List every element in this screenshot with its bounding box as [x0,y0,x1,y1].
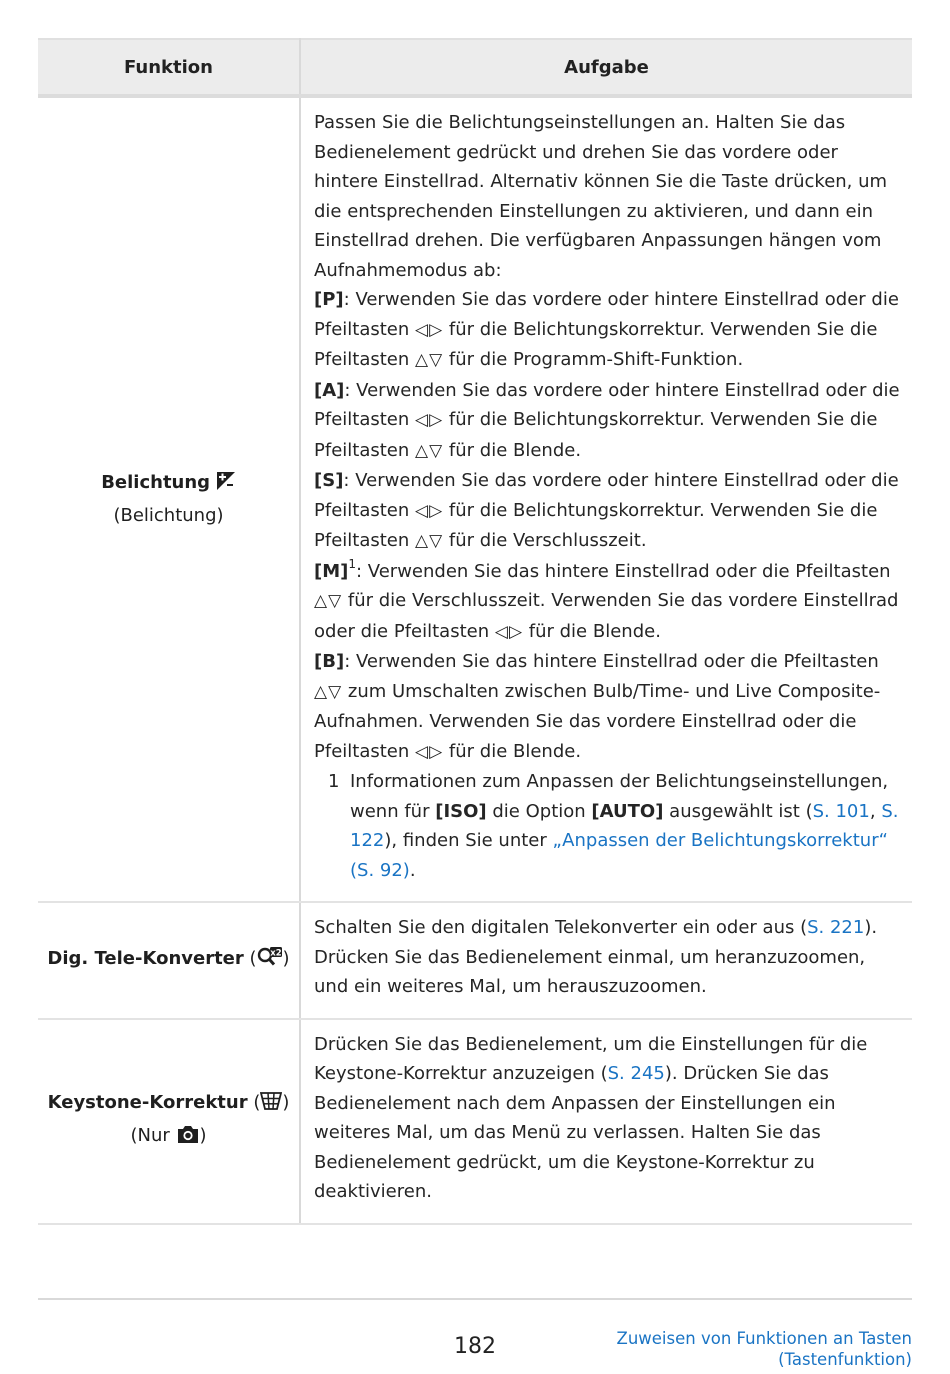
exposure-compensation-icon [216,471,236,501]
page-link-101[interactable]: S. 101 [812,800,870,822]
intro-text: Passen Sie die Belichtungseinstellungen an. Halten Sie das Bedienelement gedrückt und drehen Sie das vordere oder hintere Einstellrad. Alternativ können Sie die Taste drücken, um die entsprechenden Einstellungen zu aktivieren, und dann ein Einstellrad drehen. Die verfügbaren Anpassungen hängen vom Aufnahmemodus ab: [314,112,888,281]
left-right-arrows-icon: ◁▷ [494,621,524,642]
up-down-arrows-icon: △▽ [415,350,444,370]
task-cell-keystone: Drücken Sie das Bedienelement, um die Einstellungen für die Keystone-Korrektur anzuzeigen (S. 245). Drücken Sie das Bedienelement nach dem Anpassen der Einstellungen ein weiteres Mal, um das Menü zu verlassen. Halten Sie das Bedienelement gedrückt, um die Keystone-Korrektur zu deaktivieren. [300,1019,912,1224]
function-name: Belichtung [101,472,211,493]
function-table [38,38,912,1225]
mode-m: $[M]^1$: Verwenden Sie das hintere Einstellrad oder die Pfeiltasten △▽ für die Verschlusszeit. Verwenden Sie das vordere Einstellrad oder die Pfeiltasten ◁▷ für die Blende. [314,556,899,642]
page-link-245[interactable]: S. 245 [607,1063,665,1084]
header-funktion: Funktion [38,39,300,96]
left-right-arrows-icon: ◁▷ [415,500,444,521]
digital-tele-converter-icon [257,947,283,977]
table-row-keystone [38,1019,912,1224]
mode-p: [P]: Verwenden Sie das vordere oder hintere Einstellrad oder die Pfeiltasten ◁▷ für die Belichtungskorrektur. Verwenden Sie die Pfeiltasten △▽ für die Programm-Shift-Funktion. [314,289,899,370]
table-row-belichtung [38,96,912,902]
function-name: Dig. Tele-Konverter [47,947,244,969]
function-cell-tele-konverter: Dig. Tele-Konverter ( x2 ) [38,902,300,1019]
camera-icon [176,1124,200,1154]
table-row-tele-konverter [38,902,912,1019]
section-link[interactable] [617,1328,912,1370]
section-link-line2[interactable]: (Tastenfunktion) [778,1350,912,1369]
function-cell-keystone: Keystone-Korrektur ( ) (Nur ) [38,1019,300,1224]
up-down-arrows-icon: △▽ [314,681,343,702]
up-down-arrows-icon: △▽ [314,591,343,611]
mode-s: [S]: Verwenden Sie das vordere oder hintere Einstellrad oder die Pfeiltasten ◁▷ für die Belichtungskorrektur. Verwenden Sie die Pfeiltasten △▽ für die Verschlusszeit. [314,470,899,551]
page-number: 182 [454,1334,496,1359]
task-cell-tele-konverter: Schalten Sie den digitalen Telekonverter ein oder aus (S. 221). Drücken Sie das Bedienelement einmal, um heranzuzoomen, und ein weiteres Mal, um herauszuzoomen. [300,902,912,1019]
section-link-line1[interactable]: Zuweisen von Funktionen an Tasten [616,1329,912,1348]
up-down-arrows-icon: △▽ [415,440,444,461]
function-cell-belichtung [38,96,300,902]
mode-a: [A]: Verwenden Sie das vordere oder hintere Einstellrad oder die Pfeiltasten ◁▷ für die Belichtungskorrektur. Verwenden Sie die Pfeiltasten △▽ für die Blende. [314,379,900,461]
up-down-arrows-icon: △▽ [415,531,444,551]
svg-text:x2: x2 [269,948,282,959]
table-header-row [38,39,912,96]
function-name: Keystone-Korrektur [47,1092,248,1113]
header-aufgabe: Aufgabe [300,39,912,96]
mode-b: [B]: Verwenden Sie das hintere Einstellrad oder die Pfeiltasten △▽ zum Umschalten zwischen Bulb/Time- und Live Composite-Aufnahmen. Verwenden Sie das vordere Einstellrad oder die Pfeiltasten ◁▷ für die Blende. [314,651,881,762]
footnote-number: 1 [328,771,340,792]
keystone-correction-icon [260,1091,282,1121]
left-right-arrows-icon: ◁▷ [415,410,444,430]
footer-divider [38,1298,912,1300]
left-right-arrows-icon: ◁▷ [415,319,444,340]
left-right-arrows-icon: ◁▷ [415,741,444,762]
function-name-suffix: (Belichtung) [113,505,224,526]
page-link-221[interactable]: S. 221 [807,917,865,938]
page-link-122[interactable]: S. 122 [350,800,899,851]
footnote: 1 Informationen zum Anpassen der Belichtungseinstellungen, wenn für [ISO] die Option [AUTO] ausgewählt ist (S. 101, S. 122), finden Sie unter „Anpassen der Belichtungskorrektur“ (S. 92). [314,767,900,885]
task-cell-belichtung [300,96,912,902]
page-link-92[interactable]: „Anpassen der Belichtungskorrektur“ (S. 92) [350,830,888,881]
